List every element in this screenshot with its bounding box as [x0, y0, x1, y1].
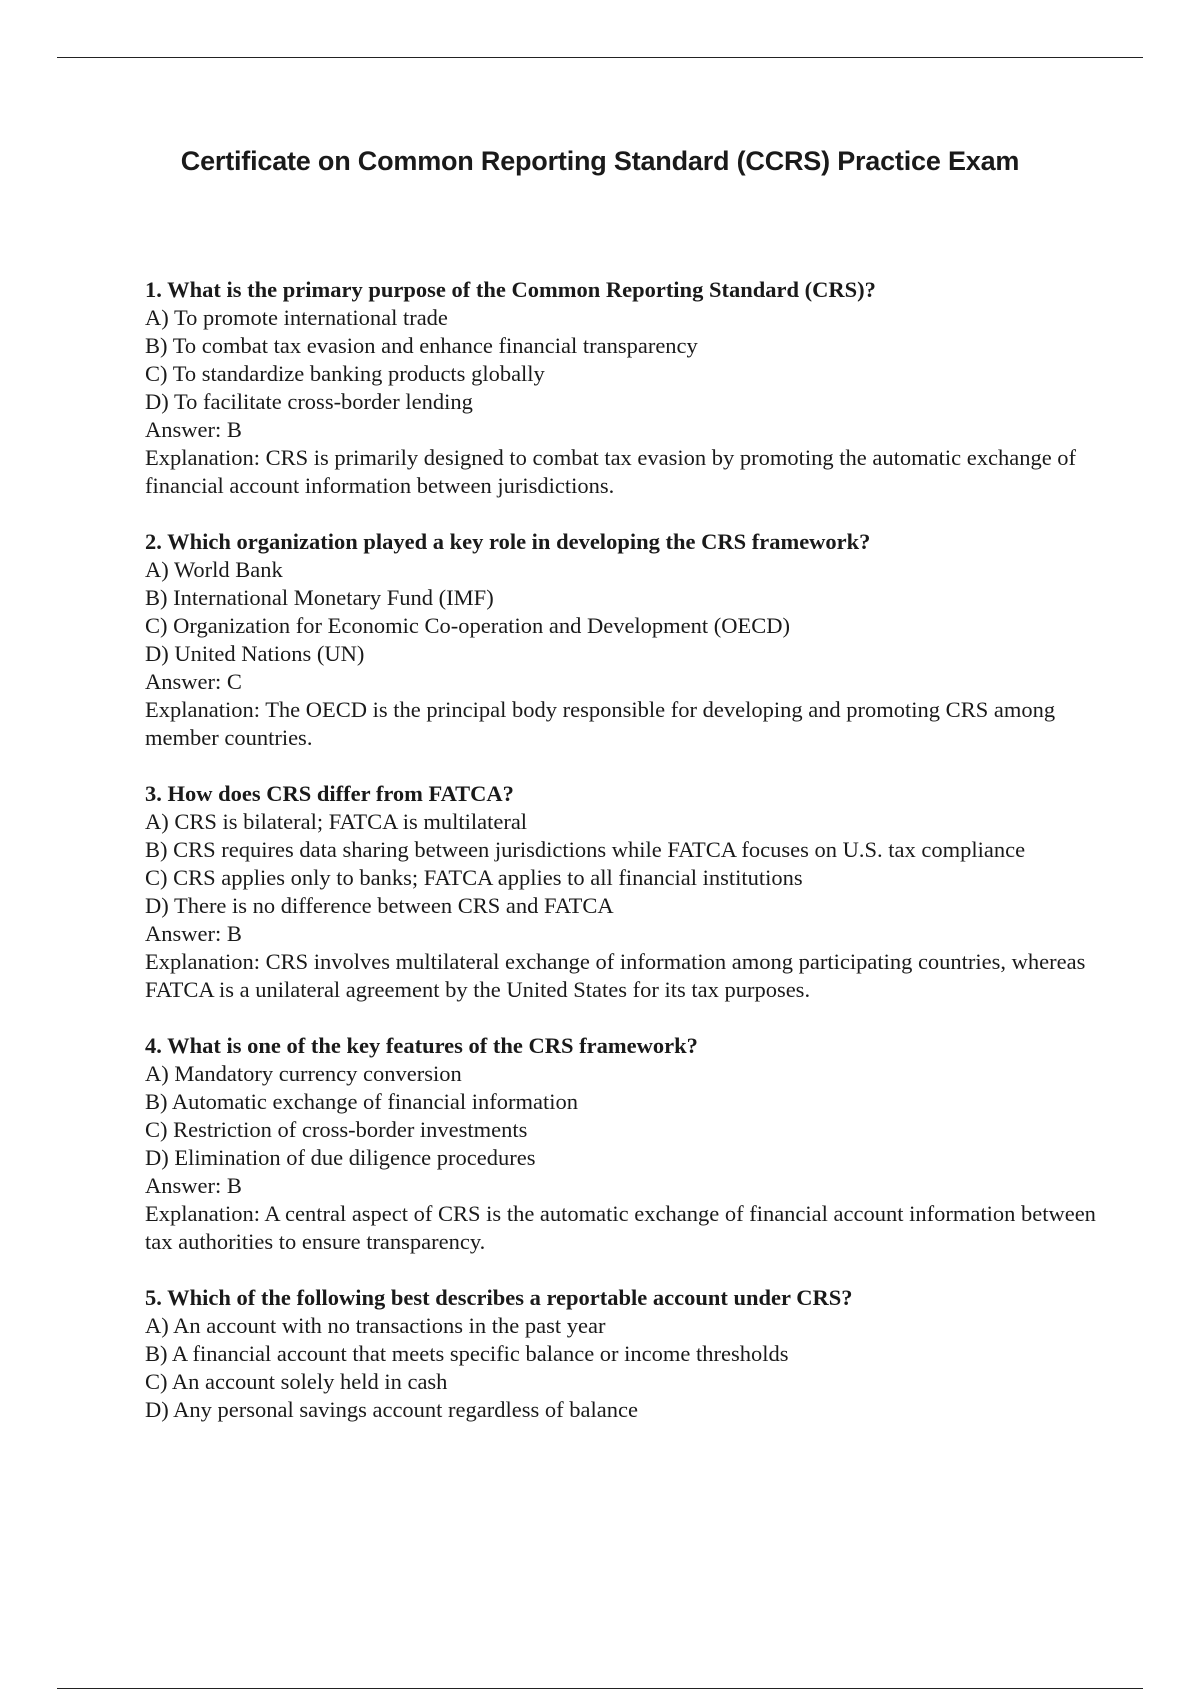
question-text: 5. Which of the following best describes a reportable account under CRS? [145, 1285, 853, 1310]
question-text: 3. How does CRS differ from FATCA? [145, 781, 514, 806]
question-text: 4. What is one of the key features of the CRS framework? [145, 1033, 698, 1058]
answer: Answer: B [145, 417, 242, 442]
explanation: Explanation: The OECD is the principal body responsible for developing and promoting CRS among member countries. [145, 697, 1056, 750]
answer: Answer: C [145, 669, 242, 694]
document-title: Certificate on Common Reporting Standard (CCRS) Practice Exam [180, 146, 1020, 176]
option-b: B) CRS requires data sharing between jurisdictions while FATCA focuses on U.S. tax compliance [145, 837, 1026, 862]
option-d: D) To facilitate cross-border lending [145, 389, 473, 414]
option-c: C) To standardize banking products globally [145, 361, 545, 386]
option-b: B) International Monetary Fund (IMF) [145, 585, 494, 610]
question-block-5 [145, 1284, 1105, 1424]
option-c: C) An account solely held in cash [145, 1369, 448, 1394]
option-a: A) CRS is bilateral; FATCA is multilateral [145, 809, 528, 834]
explanation: Explanation: CRS involves multilateral exchange of information among participating countries, whereas FATCA is a unilateral agreement by the United States for its tax purposes. [145, 949, 1086, 1002]
question-block-4 [145, 1032, 1105, 1256]
answer: Answer: B [145, 921, 242, 946]
question-block-3 [145, 780, 1105, 1004]
option-a: A) An account with no transactions in the past year [145, 1313, 606, 1338]
question-text: 2. Which organization played a key role in developing the CRS framework? [145, 529, 871, 554]
footer-divider [57, 1688, 1143, 1689]
option-d: D) Any personal savings account regardless of balance [145, 1397, 638, 1422]
answer: Answer: B [145, 1173, 242, 1198]
option-a: A) Mandatory currency conversion [145, 1061, 462, 1086]
option-a: A) To promote international trade [145, 305, 448, 330]
option-d: D) There is no difference between CRS and FATCA [145, 893, 614, 918]
option-b: B) Automatic exchange of financial information [145, 1089, 578, 1114]
question-block-2 [145, 528, 1105, 752]
option-b: B) A financial account that meets specific balance or income thresholds [145, 1341, 789, 1366]
option-a: A) World Bank [145, 557, 283, 582]
question-block-1 [145, 276, 1105, 500]
question-text: 1. What is the primary purpose of the Common Reporting Standard (CRS)? [145, 277, 876, 302]
question-list [145, 276, 1105, 1452]
option-d: D) United Nations (UN) [145, 641, 365, 666]
explanation: Explanation: CRS is primarily designed to combat tax evasion by promoting the automatic exchange of financial account information between jurisdictions. [145, 445, 1077, 498]
option-b: B) To combat tax evasion and enhance financial transparency [145, 333, 698, 358]
explanation: Explanation: A central aspect of CRS is the automatic exchange of financial account information between tax authorities to ensure transparency. [145, 1201, 1096, 1254]
option-c: C) CRS applies only to banks; FATCA applies to all financial institutions [145, 865, 803, 890]
header-divider [57, 57, 1143, 58]
option-c: C) Organization for Economic Co-operation and Development (OECD) [145, 613, 791, 638]
option-d: D) Elimination of due diligence procedures [145, 1145, 536, 1170]
option-c: C) Restriction of cross-border investments [145, 1117, 528, 1142]
